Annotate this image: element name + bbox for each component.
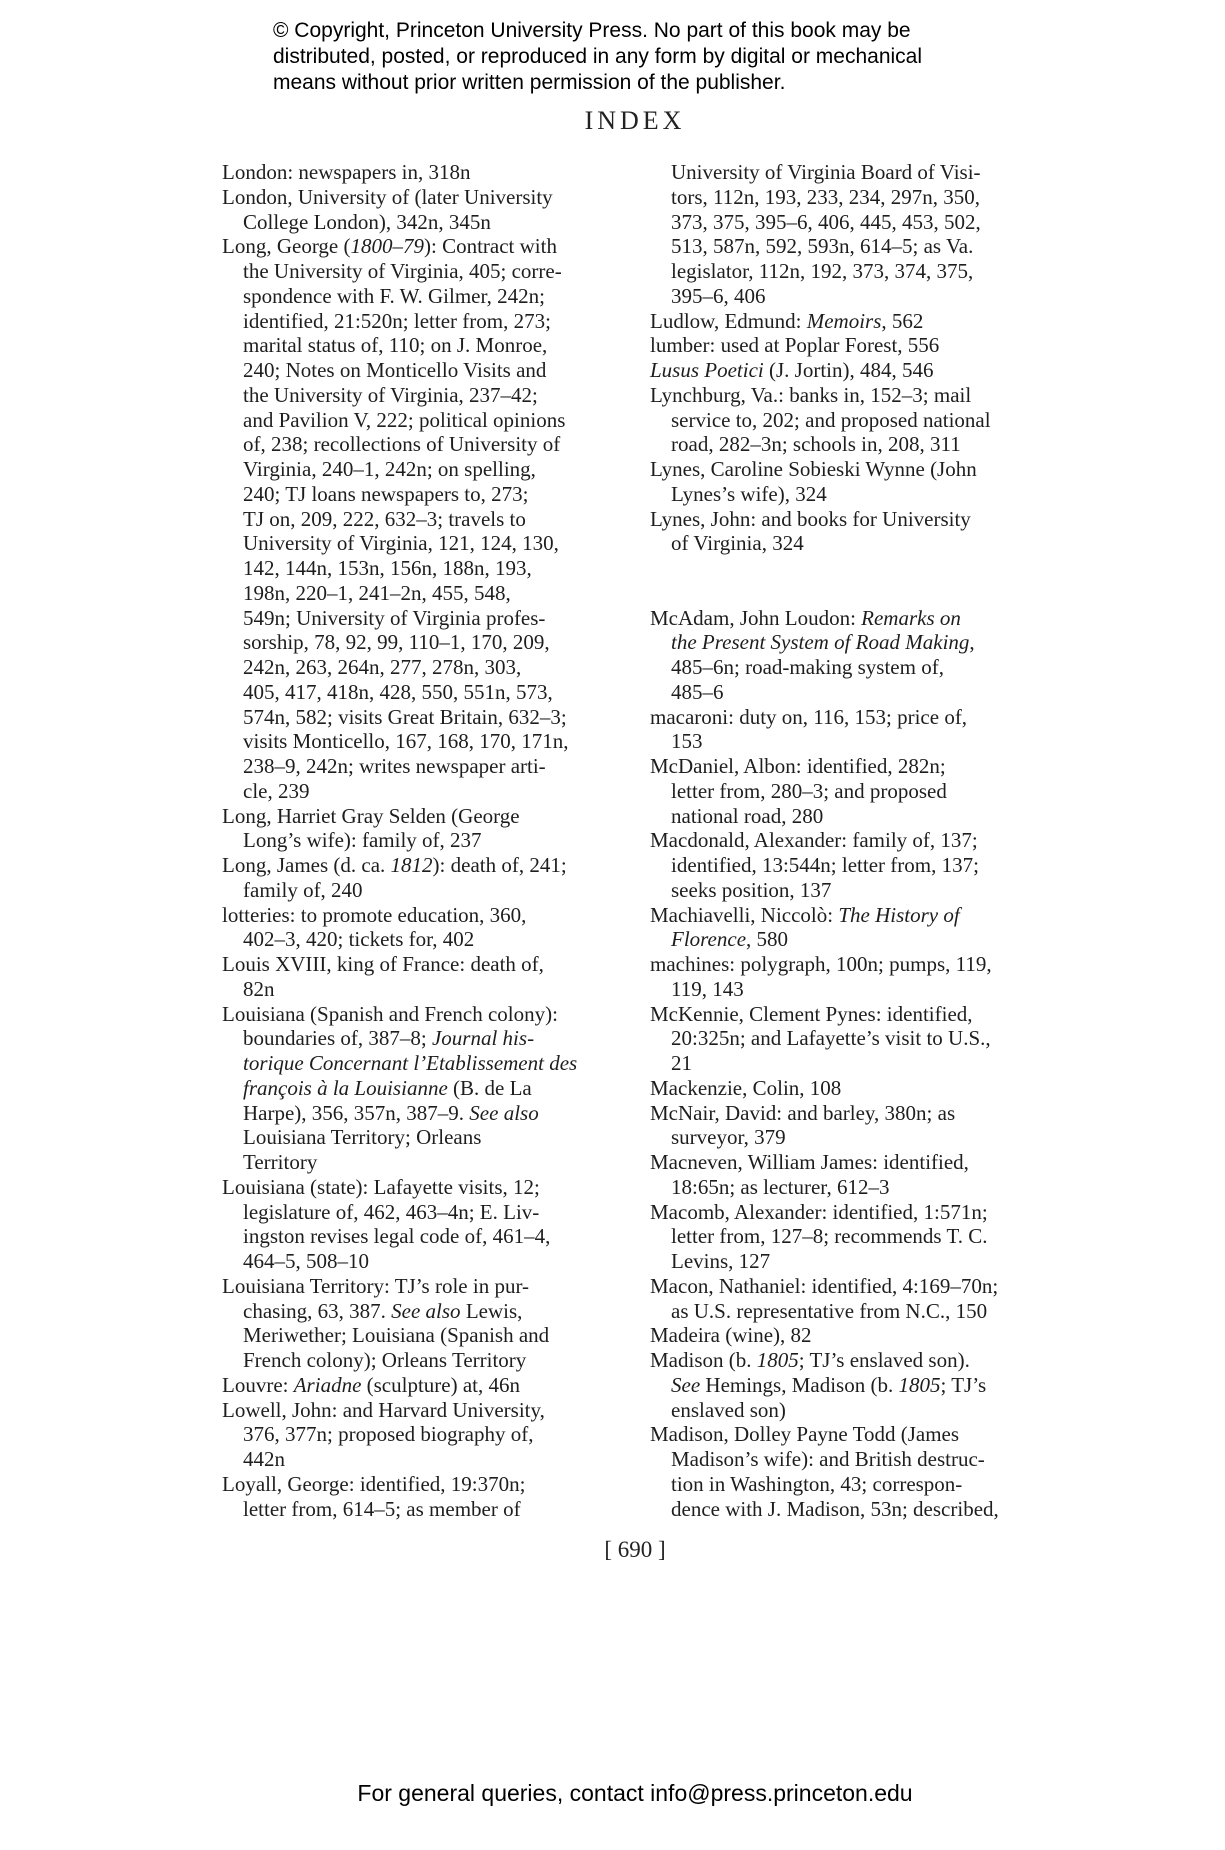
- index-entry-line: Long, James (d. ca. 1812): death of, 241;: [222, 853, 567, 877]
- index-entry-line: Madeira (wine), 82: [650, 1323, 812, 1348]
- index-entry-line: Long’s wife): family of, 237: [243, 828, 482, 853]
- index-entry-line: Levins, 127: [671, 1249, 771, 1273]
- index-entry-line: College London), 342n, 345n: [243, 209, 491, 234]
- index-entry-line: 240; Notes on Monticello Visits and: [243, 358, 547, 382]
- index-entry-line: Ludlow, Edmund: Memoirs, 562: [650, 308, 924, 333]
- index-entry-line: legislator, 112n, 192, 373, 374, 375,: [671, 259, 974, 283]
- index-entry-line: TJ on, 209, 222, 632–3; travels to: [243, 506, 526, 531]
- index-entry: [222, 1373, 632, 1398]
- index-entry-line: Lusus Poetici (J. Jortin), 484, 546: [650, 358, 934, 382]
- index-entry: [222, 234, 632, 803]
- index-entry-line: ingston revises legal code of, 461–4,: [243, 1224, 551, 1249]
- copyright-line-3: means without prior written permission of the publisher.: [273, 71, 786, 94]
- index-entry-line: chasing, 63, 387. See also Lewis,: [243, 1298, 523, 1323]
- index-entry: [650, 1076, 1060, 1101]
- index-entry-line: Loyall, George: identified, 19:370n;: [222, 1471, 526, 1496]
- index-entry-line: 240; TJ loans newspapers to, 273;: [243, 481, 529, 506]
- index-entry: [222, 1175, 632, 1274]
- index-entry-line: letter from, 614–5; as member of: [243, 1496, 521, 1521]
- index-entry-line: 82n: [243, 976, 275, 1001]
- index-entry-line: Lynes, John: and books for University: [650, 506, 971, 531]
- index-entry: [650, 754, 1060, 828]
- index-entry-line: identified, 13:544n; letter from, 137;: [671, 853, 979, 877]
- index-entry: [650, 358, 1060, 383]
- index-entry-line: 402–3, 420; tickets for, 402: [243, 927, 475, 952]
- index-entry-line: Lynes’s wife), 324: [671, 481, 827, 506]
- index-entry-line: McNair, David: and barley, 380n; as: [650, 1100, 956, 1125]
- index-entry: [222, 1002, 632, 1175]
- index-entry-line: 485–6n; road-making system of,: [671, 655, 944, 679]
- index-entry-line: Harpe), 356, 357n, 387–9. See also: [243, 1100, 539, 1125]
- index-entry: [650, 1200, 1060, 1274]
- index-entry-line: Macon, Nathaniel: identified, 4:169–70n;: [650, 1273, 999, 1298]
- index-entry: [222, 804, 632, 854]
- index-entry-line: 373, 375, 395–6, 406, 445, 453, 502,: [671, 209, 981, 234]
- entries-m: [650, 606, 1060, 1522]
- index-entry: [650, 333, 1060, 358]
- index-entry: [650, 1002, 1060, 1076]
- index-entry-line: Louisiana Territory; Orleans: [243, 1125, 482, 1150]
- index-entry: [650, 457, 1060, 507]
- index-entry-line: identified, 21:520n; letter from, 273;: [243, 308, 551, 333]
- letter-gap: [650, 556, 1060, 606]
- index-entry: [222, 185, 632, 235]
- index-entry-line: tors, 112n, 193, 233, 234, 297n, 350,: [671, 184, 980, 209]
- index-entry-line: and Pavilion V, 222; political opinions: [243, 407, 566, 432]
- index-entry-line: 21: [671, 1051, 692, 1075]
- page-number: [ 690 ]: [604, 1537, 666, 1562]
- index-entry-line: françois à la Louisianne (B. de La: [243, 1075, 532, 1100]
- index-entry-line: 119, 143: [671, 976, 744, 1001]
- index-entry: [222, 952, 632, 1002]
- index-entry-line: Florence, 580: [671, 927, 789, 952]
- index-entry-line: family of, 240: [243, 877, 363, 902]
- index-entry-line: Territory: [243, 1150, 318, 1174]
- index-entry-line: road, 282–3n; schools in, 208, 311: [671, 432, 961, 457]
- index-entry-line: University of Virginia Board of Visi-: [671, 160, 981, 184]
- index-entry-line: 442n: [243, 1447, 285, 1471]
- index-entry-line: the Present System of Road Making,: [671, 630, 975, 655]
- index-entry-line: Louis XVIII, king of France: death of,: [222, 952, 544, 976]
- index-entry-line: spondence with F. W. Gilmer, 242n;: [243, 283, 545, 308]
- index-entry: [650, 1422, 1060, 1521]
- index-entry-line: torique Concernant l’Etablissement des: [243, 1051, 578, 1075]
- index-entry-line: service to, 202; and proposed national: [671, 407, 991, 432]
- index-entry-line: Macdonald, Alexander: family of, 137;: [650, 828, 978, 853]
- index-entry-line: McAdam, John Loudon: Remarks on: [650, 605, 961, 630]
- index-entry-line: of Virginia, 324: [671, 531, 804, 556]
- page-title: INDEX: [584, 106, 686, 135]
- index-entry-line: 574n, 582; visits Great Britain, 632–3;: [243, 704, 567, 729]
- index-entry-line: marital status of, 110; on J. Monroe,: [243, 333, 548, 358]
- index-entry-line: Lynchburg, Va.: banks in, 152–3; mail: [650, 382, 972, 407]
- index-entry: [650, 309, 1060, 334]
- copyright-notice: [273, 18, 993, 96]
- footer-contact: For general queries, contact info@press.princeton.edu: [357, 1780, 913, 1806]
- index-entry-line: Madison’s wife): and British destruc-: [671, 1447, 985, 1471]
- index-entry-line: 142, 144n, 153n, 156n, 188n, 193,: [243, 556, 532, 580]
- index-entry-line: the University of Virginia, 237–42;: [243, 382, 538, 407]
- index-entry-line: 153: [671, 729, 703, 754]
- index-entry: [222, 1274, 632, 1373]
- index-entry-line: sorship, 78, 92, 99, 110–1, 170, 209,: [243, 630, 550, 655]
- index-entry-line: Louvre: Ariadne (sculpture) at, 46n: [222, 1372, 521, 1397]
- index-entry-line: 376, 377n; proposed biography of,: [243, 1422, 534, 1447]
- index-entry: [650, 507, 1060, 557]
- index-entry: [222, 1472, 632, 1522]
- index-entry-line: as U.S. representative from N.C., 150: [671, 1298, 988, 1323]
- index-entry-line: 549n; University of Virginia profes-: [243, 605, 546, 630]
- index-entry: [650, 1274, 1060, 1324]
- entries-l: [650, 309, 1060, 557]
- index-entry-line: Virginia, 240–1, 242n; on spelling,: [243, 457, 536, 481]
- index-entry-line: cle, 239: [243, 778, 310, 803]
- index-entry-line: Macneven, William James: identified,: [650, 1150, 969, 1174]
- index-entry-line: Long, Harriet Gray Selden (George: [222, 803, 520, 828]
- index-entry-line: Meriwether; Louisiana (Spanish and: [243, 1323, 550, 1348]
- index-entry-line: French colony); Orleans Territory: [243, 1348, 527, 1372]
- index-entry-line: See Hemings, Madison (b. 1805; TJ’s: [671, 1372, 987, 1397]
- index-entry-line: lotteries: to promote education, 360,: [222, 902, 527, 927]
- index-entry-line: the University of Virginia, 405; corre-: [243, 259, 562, 283]
- index-entry-line: Lowell, John: and Harvard University,: [222, 1397, 545, 1422]
- index-entry: [650, 606, 1060, 705]
- index-entry-line: enslaved son): [671, 1397, 786, 1422]
- index-column-left: [222, 160, 632, 1521]
- index-entry-line: boundaries of, 387–8; Journal his-: [243, 1026, 535, 1051]
- index-entry: [650, 1323, 1060, 1348]
- index-entry: [650, 828, 1060, 902]
- index-entry: [222, 160, 632, 185]
- index-entry-line: visits Monticello, 167, 168, 170, 171n,: [243, 729, 569, 754]
- index-entry-line: 464–5, 508–10: [243, 1249, 369, 1273]
- index-entry-line: of, 238; recollections of University of: [243, 432, 561, 457]
- index-entry-line: dence with J. Madison, 53n; described,: [671, 1496, 999, 1521]
- index-entry: [222, 853, 632, 903]
- index-entry: [650, 1348, 1060, 1422]
- index-entry-line: macaroni: duty on, 116, 153; price of,: [650, 704, 968, 729]
- index-entry-line: letter from, 127–8; recommends T. C.: [671, 1224, 988, 1249]
- index-entry-line: seeks position, 137: [671, 877, 832, 902]
- index-entry: [650, 383, 1060, 457]
- index-entry: [650, 160, 1060, 309]
- index-entry-line: legislature of, 462, 463–4n; E. Liv-: [243, 1199, 540, 1224]
- index-entry-line: Lynes, Caroline Sobieski Wynne (John: [650, 457, 977, 481]
- index-entry: [222, 903, 632, 953]
- index-entry: [650, 1101, 1060, 1151]
- index-entry-line: machines: polygraph, 100n; pumps, 119,: [650, 952, 992, 976]
- index-entry-line: tion in Washington, 43; correspon-: [671, 1471, 963, 1496]
- index-entry-line: 242n, 263, 264n, 277, 278n, 303,: [243, 655, 522, 679]
- copyright-line-1: © Copyright, Princeton University Press. No part of this book may be: [273, 19, 911, 42]
- index-entry-line: Louisiana (state): Lafayette visits, 12;: [222, 1174, 540, 1199]
- index-column-right: [650, 160, 1060, 1521]
- index-entry: [650, 903, 1060, 953]
- index-entry-line: letter from, 280–3; and proposed: [671, 778, 947, 803]
- index-entry-line: Louisiana Territory: TJ’s role in pur-: [222, 1273, 530, 1298]
- index-entry-line: 18:65n; as lecturer, 612–3: [671, 1174, 890, 1199]
- index-entry: [222, 1398, 632, 1472]
- index-entry-line: McDaniel, Albon: identified, 282n;: [650, 754, 946, 778]
- index-entry: [650, 1150, 1060, 1200]
- index-entry-line: University of Virginia, 121, 124, 130,: [243, 531, 559, 556]
- copyright-line-2: distributed, posted, or reproduced in any form by digital or mechanical: [273, 45, 923, 68]
- index-entry-line: Madison (b. 1805; TJ’s enslaved son).: [650, 1348, 970, 1372]
- index-entry: [650, 952, 1060, 1002]
- index-entry-line: national road, 280: [671, 803, 824, 828]
- index-entry-line: 485–6: [671, 679, 724, 704]
- index-entry-line: lumber: used at Poplar Forest, 556: [650, 333, 940, 358]
- index-entry-line: 513, 587n, 592, 593n, 614–5; as Va.: [671, 234, 974, 259]
- index-entry-line: 238–9, 242n; writes newspaper arti-: [243, 754, 546, 778]
- index-entry-line: 20:325n; and Lafayette’s visit to U.S.,: [671, 1026, 991, 1051]
- index-entry-line: Long, George (1800–79): Contract with: [222, 234, 557, 259]
- continuation-block: [650, 160, 1060, 309]
- index-entry-line: London: newspapers in, 318n: [222, 160, 471, 184]
- index-entry-line: Machiavelli, Niccolò: The History of: [650, 902, 960, 927]
- index-entry-line: 198n, 220–1, 241–2n, 455, 548,: [243, 580, 511, 605]
- index-entry-line: Mackenzie, Colin, 108: [650, 1075, 842, 1100]
- index-entry-line: surveyor, 379: [671, 1125, 786, 1150]
- index-entry-line: Macomb, Alexander: identified, 1:571n;: [650, 1199, 988, 1224]
- index-entry-line: Louisiana (Spanish and French colony):: [222, 1001, 558, 1026]
- index-entry-line: Madison, Dolley Payne Todd (James: [650, 1422, 960, 1447]
- index-entry-line: London, University of (later University: [222, 184, 553, 209]
- index-entry-line: 395–6, 406: [671, 283, 766, 308]
- index-entry-line: McKennie, Clement Pynes: identified,: [650, 1001, 973, 1026]
- index-entry: [650, 705, 1060, 755]
- index-entry-line: 405, 417, 418n, 428, 550, 551n, 573,: [243, 679, 553, 704]
